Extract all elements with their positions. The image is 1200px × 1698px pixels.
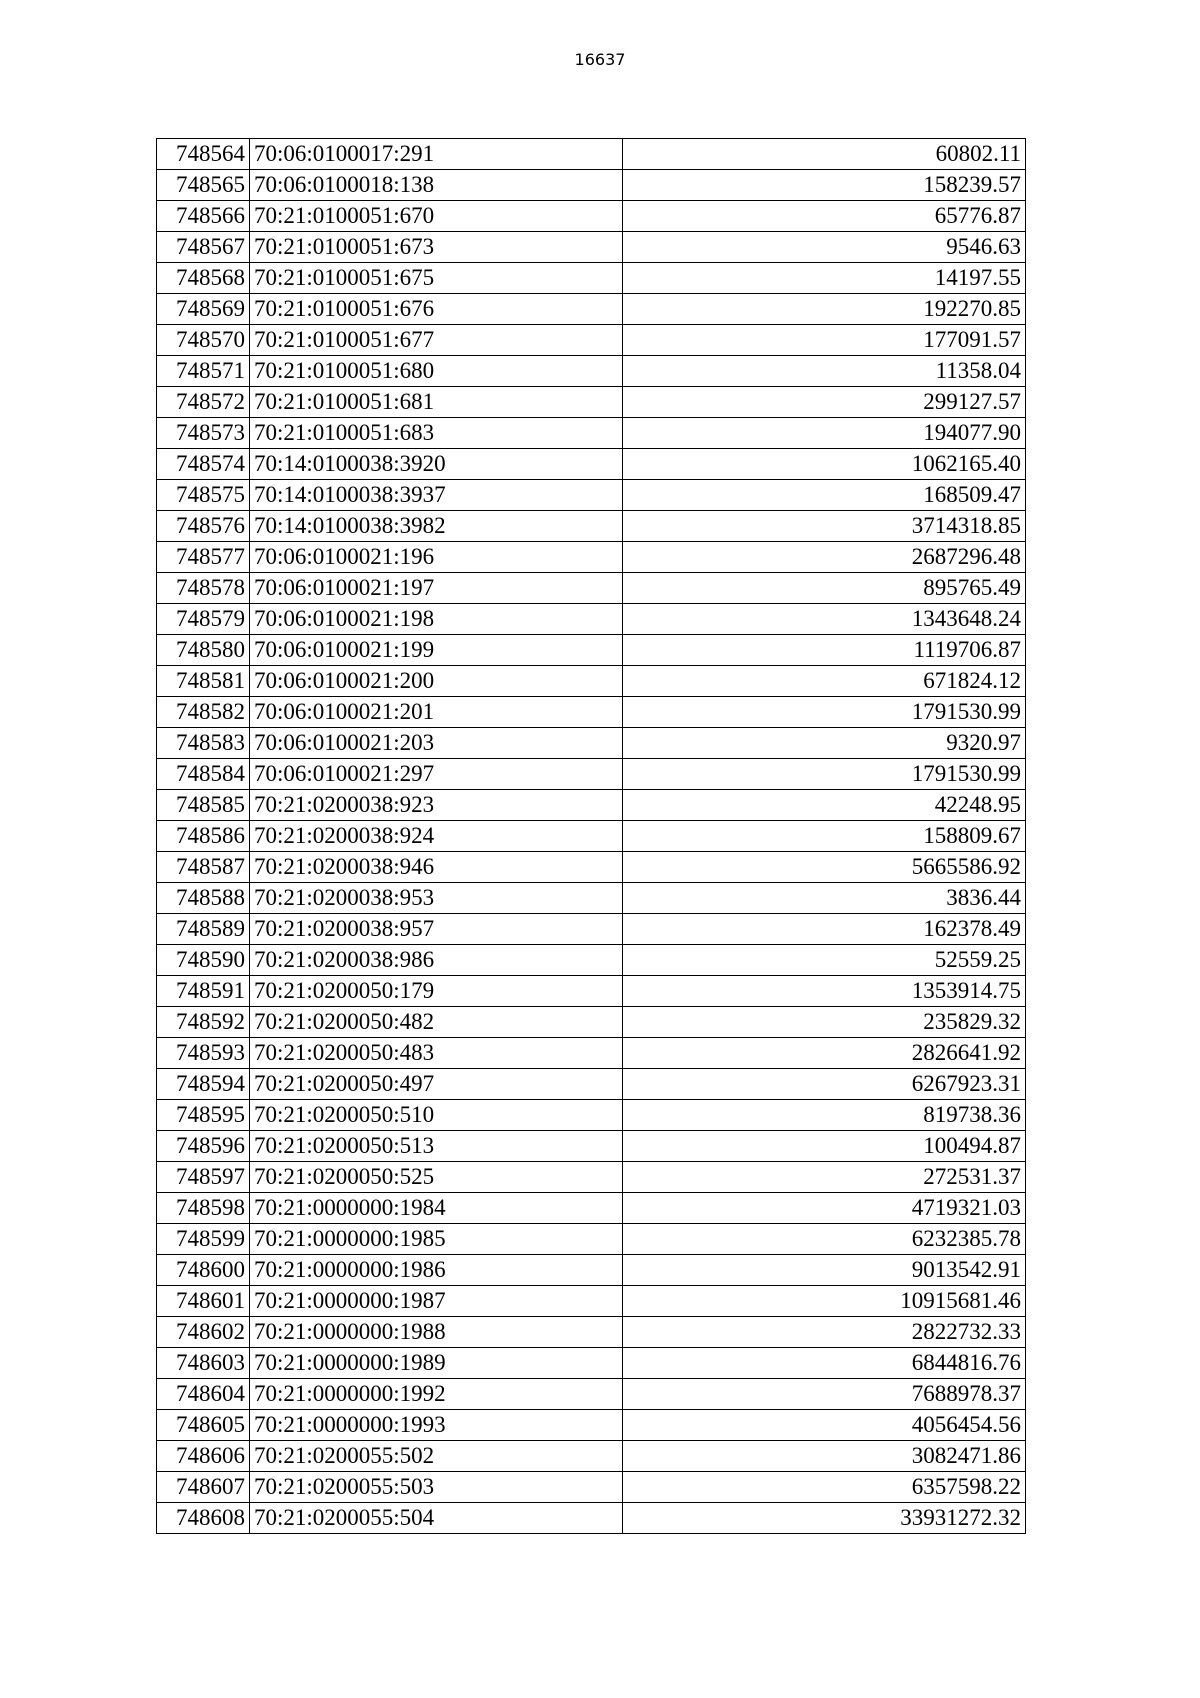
row-number-cell: 748585 [157,790,250,821]
cadastral-number-cell: 70:21:0000000:1992 [250,1379,623,1410]
cadastral-number-cell: 70:06:0100018:138 [250,170,623,201]
table-row [157,883,1026,914]
cadastral-number-cell: 70:21:0200055:502 [250,1441,623,1472]
table-row [157,852,1026,883]
cadastral-value-cell: 9320.97 [623,728,1026,759]
row-number-cell: 748584 [157,759,250,790]
table-row [157,1348,1026,1379]
row-number-cell: 748569 [157,294,250,325]
table-row [157,542,1026,573]
table-row [157,263,1026,294]
cadastral-number-cell: 70:21:0200050:510 [250,1100,623,1131]
cadastral-value-cell: 235829.32 [623,1007,1026,1038]
cadastral-number-cell: 70:21:0200050:483 [250,1038,623,1069]
table-row [157,635,1026,666]
cadastral-value-cell: 158239.57 [623,170,1026,201]
table-row [157,759,1026,790]
cadastral-value-cell: 1343648.24 [623,604,1026,635]
row-number-cell: 748577 [157,542,250,573]
row-number-cell: 748606 [157,1441,250,1472]
cadastral-value-cell: 11358.04 [623,356,1026,387]
table-row [157,914,1026,945]
cadastral-value-cell: 52559.25 [623,945,1026,976]
row-number-cell: 748600 [157,1255,250,1286]
cadastral-value-cell: 6844816.76 [623,1348,1026,1379]
row-number-cell: 748565 [157,170,250,201]
cadastral-value-cell: 10915681.46 [623,1286,1026,1317]
row-number-cell: 748574 [157,449,250,480]
table-row [157,790,1026,821]
row-number-cell: 748592 [157,1007,250,1038]
row-number-cell: 748590 [157,945,250,976]
cadastral-number-cell: 70:06:0100021:200 [250,666,623,697]
cadastral-number-cell: 70:21:0200055:504 [250,1503,623,1534]
cadastral-value-cell: 65776.87 [623,201,1026,232]
cadastral-number-cell: 70:21:0000000:1984 [250,1193,623,1224]
table-row [157,821,1026,852]
cadastral-number-cell: 70:21:0200050:497 [250,1069,623,1100]
cadastral-number-cell: 70:21:0200038:953 [250,883,623,914]
table-row [157,1131,1026,1162]
row-number-cell: 748568 [157,263,250,294]
cadastral-number-cell: 70:06:0100021:201 [250,697,623,728]
table-row [157,1472,1026,1503]
table-row [157,1503,1026,1534]
row-number-cell: 748607 [157,1472,250,1503]
table-row [157,1286,1026,1317]
table-row [157,604,1026,635]
row-number-cell: 748572 [157,387,250,418]
cadastral-value-cell: 2822732.33 [623,1317,1026,1348]
table-row [157,1193,1026,1224]
cadastral-value-cell: 9013542.91 [623,1255,1026,1286]
table-row [157,728,1026,759]
table-row [157,325,1026,356]
row-number-cell: 748587 [157,852,250,883]
table-row [157,418,1026,449]
cadastral-number-cell: 70:21:0200038:924 [250,821,623,852]
cadastral-number-cell: 70:06:0100021:198 [250,604,623,635]
table-row [157,1224,1026,1255]
cadastral-value-cell: 42248.95 [623,790,1026,821]
row-number-cell: 748579 [157,604,250,635]
cadastral-value-cell: 6232385.78 [623,1224,1026,1255]
cadastral-number-cell: 70:21:0000000:1988 [250,1317,623,1348]
cadastral-number-cell: 70:21:0100051:673 [250,232,623,263]
cadastral-number-cell: 70:21:0200050:525 [250,1162,623,1193]
table-row [157,1038,1026,1069]
cadastral-number-cell: 70:21:0000000:1987 [250,1286,623,1317]
cadastral-number-cell: 70:14:0100038:3937 [250,480,623,511]
cadastral-value-cell: 1791530.99 [623,697,1026,728]
cadastral-number-cell: 70:21:0000000:1989 [250,1348,623,1379]
cadastral-value-cell: 192270.85 [623,294,1026,325]
row-number-cell: 748599 [157,1224,250,1255]
cadastral-number-cell: 70:06:0100017:291 [250,139,623,170]
row-number-cell: 748575 [157,480,250,511]
table-row [157,1255,1026,1286]
table-row [157,139,1026,170]
row-number-cell: 748603 [157,1348,250,1379]
table-row [157,1317,1026,1348]
cadastral-value-cell: 2687296.48 [623,542,1026,573]
cadastral-number-cell: 70:21:0100051:675 [250,263,623,294]
row-number-cell: 748571 [157,356,250,387]
cadastral-value-cell: 162378.49 [623,914,1026,945]
row-number-cell: 748605 [157,1410,250,1441]
cadastral-number-cell: 70:21:0100051:677 [250,325,623,356]
cadastral-number-cell: 70:06:0100021:196 [250,542,623,573]
cadastral-number-cell: 70:21:0100051:683 [250,418,623,449]
row-number-cell: 748602 [157,1317,250,1348]
table-row [157,449,1026,480]
row-number-cell: 748583 [157,728,250,759]
cadastral-value-cell: 1791530.99 [623,759,1026,790]
cadastral-number-cell: 70:21:0200050:482 [250,1007,623,1038]
table-row [157,1100,1026,1131]
row-number-cell: 748604 [157,1379,250,1410]
table-row [157,945,1026,976]
table-row [157,232,1026,263]
table-row [157,1162,1026,1193]
cadastral-number-cell: 70:14:0100038:3982 [250,511,623,542]
cadastral-value-cell: 158809.67 [623,821,1026,852]
table-row [157,1379,1026,1410]
table-row [157,511,1026,542]
cadastral-value-cell: 272531.37 [623,1162,1026,1193]
cadastral-value-cell: 4719321.03 [623,1193,1026,1224]
table-row [157,1069,1026,1100]
row-number-cell: 748578 [157,573,250,604]
cadastral-value-cell: 1119706.87 [623,635,1026,666]
cadastral-number-cell: 70:06:0100021:203 [250,728,623,759]
cadastral-value-table [156,138,1026,1534]
cadastral-number-cell: 70:21:0200038:923 [250,790,623,821]
cadastral-value-cell: 819738.36 [623,1100,1026,1131]
table-row [157,387,1026,418]
table-row [157,1410,1026,1441]
row-number-cell: 748566 [157,201,250,232]
cadastral-number-cell: 70:06:0100021:297 [250,759,623,790]
cadastral-value-cell: 3082471.86 [623,1441,1026,1472]
table-row [157,666,1026,697]
table-row [157,356,1026,387]
table-row [157,480,1026,511]
row-number-cell: 748588 [157,883,250,914]
row-number-cell: 748593 [157,1038,250,1069]
cadastral-number-cell: 70:21:0100051:680 [250,356,623,387]
cadastral-number-cell: 70:21:0000000:1993 [250,1410,623,1441]
cadastral-value-cell: 60802.11 [623,139,1026,170]
cadastral-number-cell: 70:21:0100051:676 [250,294,623,325]
cadastral-value-cell: 6357598.22 [623,1472,1026,1503]
cadastral-value-cell: 2826641.92 [623,1038,1026,1069]
row-number-cell: 748591 [157,976,250,1007]
cadastral-value-cell: 3714318.85 [623,511,1026,542]
cadastral-value-cell: 7688978.37 [623,1379,1026,1410]
cadastral-number-cell: 70:06:0100021:199 [250,635,623,666]
cadastral-number-cell: 70:06:0100021:197 [250,573,623,604]
row-number-cell: 748595 [157,1100,250,1131]
table-row [157,1007,1026,1038]
row-number-cell: 748573 [157,418,250,449]
cadastral-value-cell: 100494.87 [623,1131,1026,1162]
cadastral-value-cell: 194077.90 [623,418,1026,449]
cadastral-value-cell: 4056454.56 [623,1410,1026,1441]
row-number-cell: 748564 [157,139,250,170]
cadastral-number-cell: 70:21:0100051:670 [250,201,623,232]
cadastral-number-cell: 70:21:0200055:503 [250,1472,623,1503]
table-row [157,976,1026,1007]
row-number-cell: 748586 [157,821,250,852]
row-number-cell: 748598 [157,1193,250,1224]
table-body [157,139,1026,1534]
row-number-cell: 748581 [157,666,250,697]
table-row [157,201,1026,232]
cadastral-number-cell: 70:21:0100051:681 [250,387,623,418]
row-number-cell: 748601 [157,1286,250,1317]
cadastral-value-cell: 5665586.92 [623,852,1026,883]
row-number-cell: 748567 [157,232,250,263]
table-row [157,697,1026,728]
table-row [157,170,1026,201]
row-number-cell: 748582 [157,697,250,728]
table-row [157,573,1026,604]
cadastral-number-cell: 70:21:0200038:946 [250,852,623,883]
row-number-cell: 748608 [157,1503,250,1534]
row-number-cell: 748576 [157,511,250,542]
row-number-cell: 748580 [157,635,250,666]
cadastral-value-cell: 177091.57 [623,325,1026,356]
page-number: 16637 [574,50,626,69]
cadastral-value-cell: 671824.12 [623,666,1026,697]
cadastral-value-cell: 3836.44 [623,883,1026,914]
row-number-cell: 748597 [157,1162,250,1193]
cadastral-value-cell: 168509.47 [623,480,1026,511]
table-row [157,294,1026,325]
cadastral-number-cell: 70:21:0200038:986 [250,945,623,976]
table-row [157,1441,1026,1472]
cadastral-number-cell: 70:21:0200038:957 [250,914,623,945]
row-number-cell: 748589 [157,914,250,945]
cadastral-value-cell: 1062165.40 [623,449,1026,480]
cadastral-value-cell: 6267923.31 [623,1069,1026,1100]
cadastral-number-cell: 70:21:0200050:179 [250,976,623,1007]
row-number-cell: 748594 [157,1069,250,1100]
cadastral-value-cell: 895765.49 [623,573,1026,604]
cadastral-value-cell: 1353914.75 [623,976,1026,1007]
cadastral-number-cell: 70:21:0200050:513 [250,1131,623,1162]
cadastral-value-cell: 9546.63 [623,232,1026,263]
cadastral-number-cell: 70:14:0100038:3920 [250,449,623,480]
cadastral-value-cell: 299127.57 [623,387,1026,418]
row-number-cell: 748570 [157,325,250,356]
cadastral-number-cell: 70:21:0000000:1986 [250,1255,623,1286]
cadastral-number-cell: 70:21:0000000:1985 [250,1224,623,1255]
row-number-cell: 748596 [157,1131,250,1162]
cadastral-value-cell: 14197.55 [623,263,1026,294]
cadastral-value-cell: 33931272.32 [623,1503,1026,1534]
